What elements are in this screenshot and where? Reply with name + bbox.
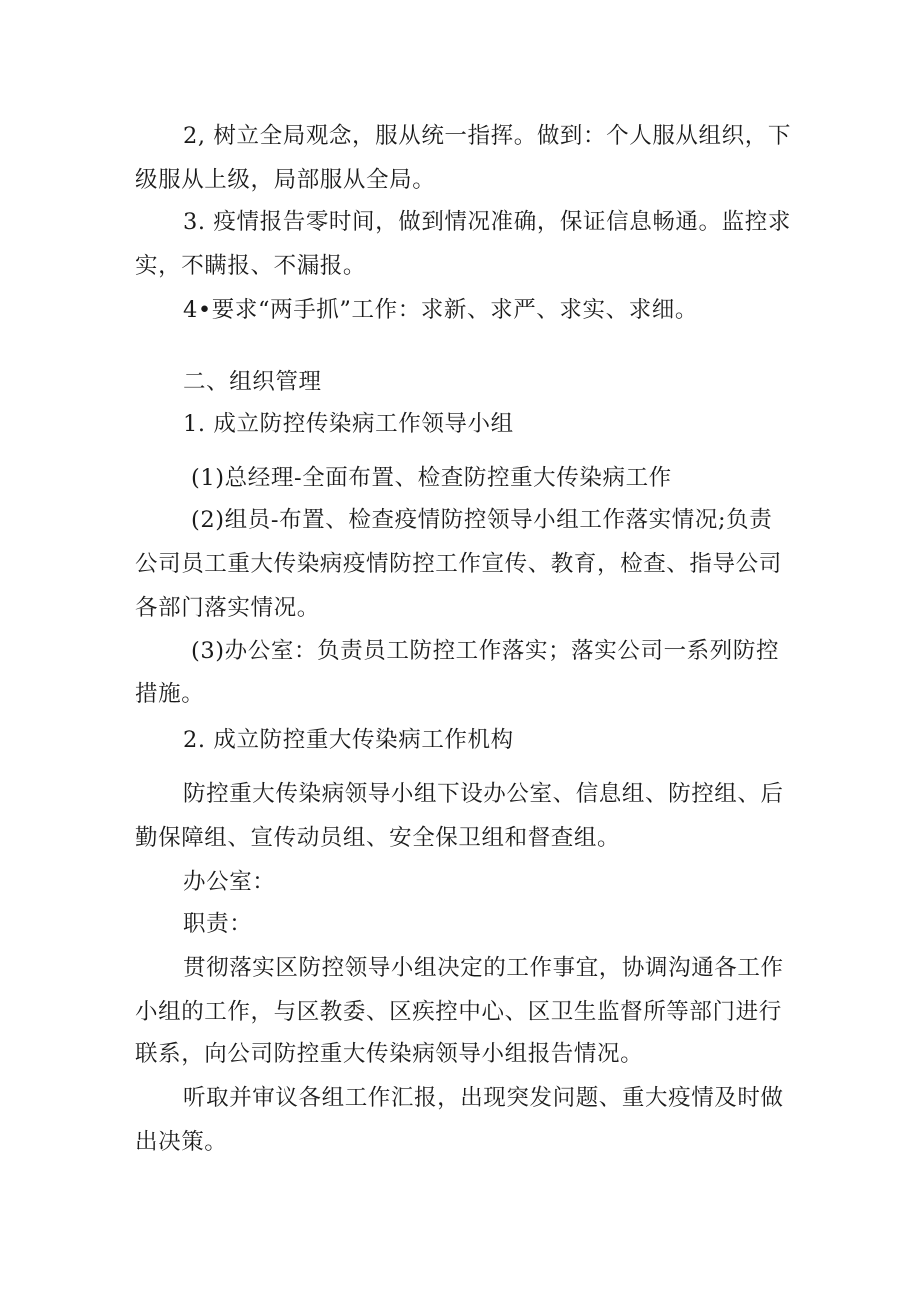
para-duty-2-line-2: 出决策。 <box>135 1129 228 1155</box>
subitem-2-line-2: 公司员工重大传染病疫情防控工作宣传、教育，检查、指导公司 <box>135 551 782 577</box>
subitem-2-line-3: 各部门落实情况。 <box>135 595 320 621</box>
subitem-2-line-1: (2)组员-布置、检查疫情防控领导小组工作落实情况;负责 <box>191 507 773 533</box>
para-duty-1-line-1: 贯彻落实区防控领导小组决定的工作事宜，协调沟通各工作 <box>183 955 784 981</box>
subitem-3-line-2: 措施。 <box>135 681 205 707</box>
section-heading-2: 二、组织管理 <box>183 369 322 395</box>
subitem-3-line-1: (3)办公室：负责员工防控工作落实；落实公司一系列防控 <box>191 638 780 664</box>
subitem-1: (1)总经理-全面布置、检查防控重大传染病工作 <box>191 465 672 491</box>
para-duty-1-line-3: 联系，向公司防控重大传染病领导小组报告情况。 <box>135 1041 644 1067</box>
duty-label: 职责： <box>183 911 253 937</box>
item-2-line-1: 2, 树立全局观念，服从统一指挥。做到：个人服从组织，下 <box>183 123 791 149</box>
para-duty-2-line-1: 听取并审议各组工作汇报，出现突发问题、重大疫情及时做 <box>183 1085 784 1111</box>
para-groups-line-1: 防控重大传染病领导小组下设办公室、信息组、防控组、后 <box>183 781 784 807</box>
para-duty-1-line-2: 小组的工作，与区教委、区疾控中心、区卫生监督所等部门进行 <box>135 999 782 1025</box>
para-groups-line-2: 勤保障组、宣传动员组、安全保卫组和督查组。 <box>135 825 621 851</box>
office-label: 办公室： <box>183 869 276 895</box>
item-2-line-2: 级服从上级，局部服从全局。 <box>135 167 436 193</box>
item-4-line-1: 4•要求“两手抓”工作：求新、求严、求实、求细。 <box>183 297 698 323</box>
item-3-line-1: 3. 疫情报告零时间，做到情况准确，保证信息畅通。监控求 <box>183 209 791 235</box>
subheading-2: 2. 成立防控重大传染病工作机构 <box>183 727 514 753</box>
item-3-line-2: 实，不瞒报、不漏报。 <box>135 253 367 279</box>
subheading-1: 1. 成立防控传染病工作领导小组 <box>183 411 514 437</box>
